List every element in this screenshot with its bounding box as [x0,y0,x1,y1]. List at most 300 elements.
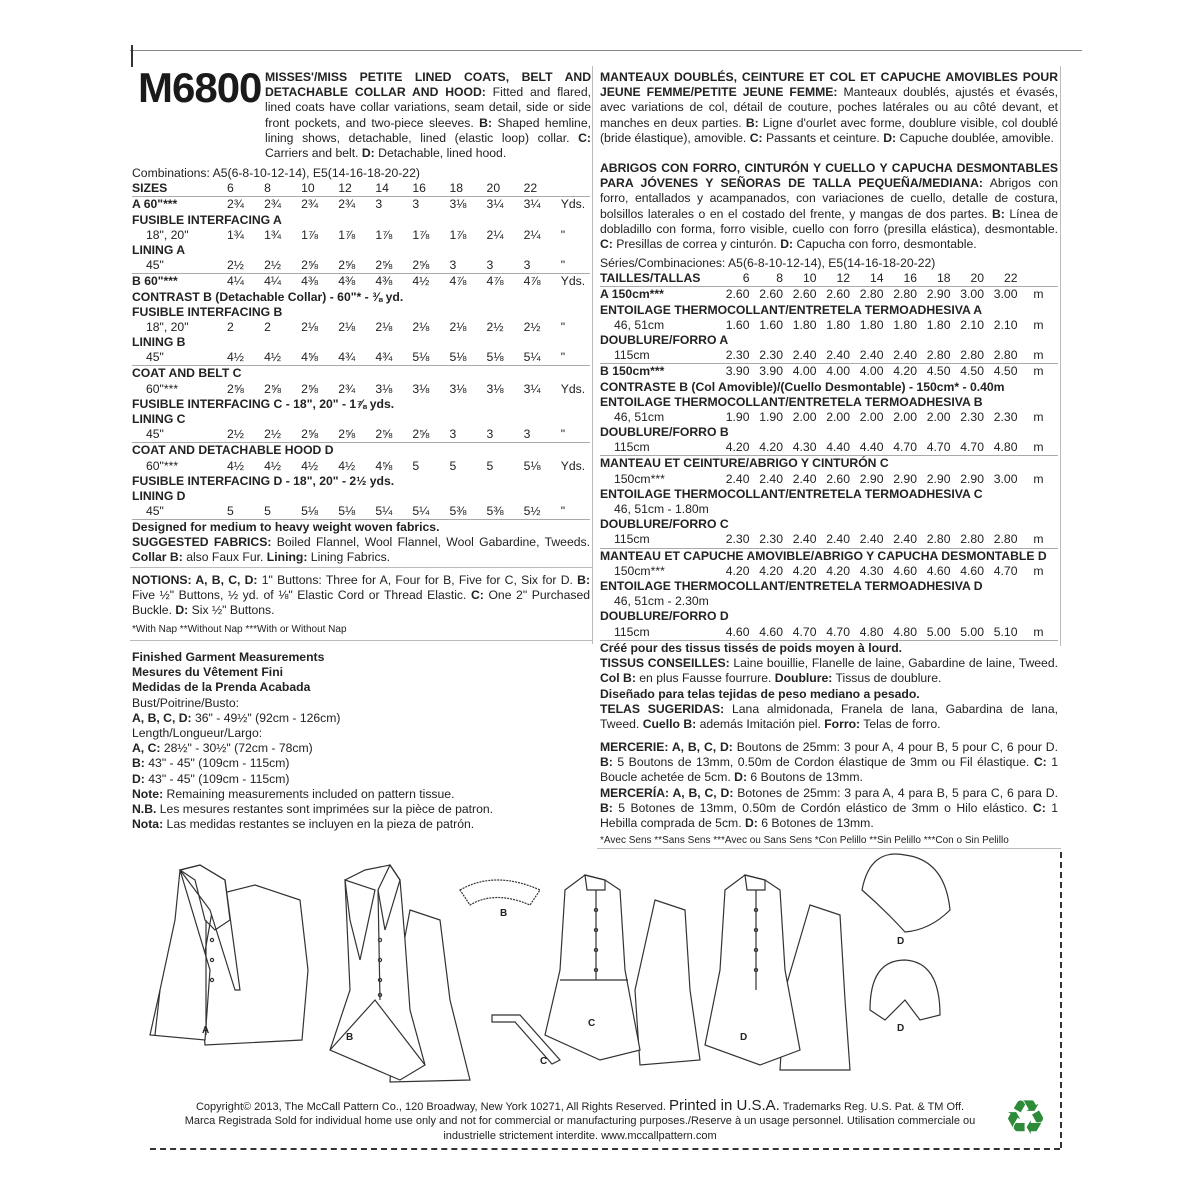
printed-in: Printed in U.S.A. [668,1097,780,1114]
size-value: 2.80 [859,287,884,302]
yardage-row [132,320,590,335]
label: N.B. [132,802,157,817]
size-value: 2.90 [926,471,951,486]
size-value: 2⅝ [338,427,356,442]
unit: m [1033,364,1044,379]
size-value: 8 [776,271,783,286]
size-value: 2.90 [859,471,884,486]
size-value: 5⅛ [412,350,430,365]
size-value: 2.90 [926,287,951,302]
label: B: [479,115,493,130]
size-value: 2.30 [725,532,750,547]
yardage-row [600,440,1058,455]
size-value: 4.70 [960,440,984,455]
size-value: 3⅛ [449,197,467,212]
label: Doublure: [774,671,833,686]
size-value: 2⅛ [338,319,356,334]
size-value: 10 [301,181,315,196]
size-value: 2⅝ [412,427,430,442]
size-value: 3 [449,427,457,442]
yardage-group [600,456,1058,548]
title-en: MISSES'/MISS PETITE LINED COATS, BELT AND DETACHABLE COLLAR AND HOOD: [265,70,591,100]
text: Six ½" Buttons. [191,603,275,618]
text: Length/Longueur/Largo: [132,726,263,741]
size-value: 2¾ [338,197,356,212]
row-label: LINING D [132,488,186,503]
size-value: 4¾ [375,350,393,365]
row-label: 115cm [614,624,650,639]
top-rule [130,50,1082,51]
copyright-line [150,1097,1010,1114]
size-value: 4.40 [859,440,884,455]
size-value: 2.30 [759,348,783,363]
size-value: 3.00 [960,287,984,302]
size-value: 1¾ [264,227,282,242]
section-heading-row [132,366,590,381]
size-value: 5.00 [926,624,951,639]
desc-en-text: Fitted and flared, lined coats have collar variations, seam detail, side or side front pockets, and two-piece sleeves. [265,85,591,130]
label: C: [1032,800,1046,815]
yardage-row [132,504,590,519]
unit: m [1033,317,1044,332]
size-value: 4½ [412,274,430,289]
trademarks: Trademarks Reg. U.S. Pat. & TM Off. [782,1101,965,1113]
yardage-row [132,228,590,243]
size-value: 4⅞ [523,274,541,289]
size-value: 4.70 [926,440,951,455]
size-value: 2.40 [792,348,817,363]
size-value: 1.80 [826,317,850,332]
size-value: 2.60 [725,287,750,302]
unit: " [560,427,566,442]
unit: " [560,227,566,242]
size-value: 3.90 [759,364,783,379]
right-column-border [1060,66,1061,646]
size-value: 2½ [227,427,244,442]
size-value: 20 [486,181,501,196]
unit: m [1033,471,1044,486]
cut-line-vertical [1060,852,1062,1148]
designed-for: Diseñado para telas tejidas de peso mediano a pesado. [600,686,920,701]
row-label: COAT AND BELT C [132,366,242,381]
size-value: 5⅛ [449,350,467,365]
size-value: 16 [412,181,426,196]
section-heading-row [600,579,1058,594]
row-label: A 60"*** [132,197,178,212]
size-value: 18 [449,181,464,196]
row-label: CONTRAST B (Detachable Collar) - 60"* - ⅜ yd. [132,289,404,304]
label: D: [175,603,189,618]
label: Nota: [132,817,164,832]
view-label-b: B [346,1032,354,1043]
size-value: 2.40 [859,348,884,363]
unit: m [1033,532,1044,547]
title-fr: MANTEAUX DOUBLÉS, CEINTURE ET COL ET CAPUCHE AMOVIBLES POUR JEUNE FEMME/PETITE JEUNE FEMME: [600,70,1058,100]
yardage-group [132,274,590,366]
divider [130,640,592,641]
size-value: 2¾ [264,197,282,212]
yardage-row [132,350,590,365]
size-value: 4.60 [759,624,783,639]
size-value: 5½ [523,504,541,519]
row-label: FUSIBLE INTERFACING B [132,304,283,319]
corner-mark [131,45,133,67]
section-heading-row [600,609,1058,624]
section-heading-row [132,443,590,458]
belt-label-c: C [540,1056,548,1067]
fabrics-fr-es [600,641,1058,732]
size-value: 2.30 [725,348,750,363]
size-value: 12 [338,181,352,196]
heading: Finished Garment Measurements [132,650,325,664]
label: Cuello B: [642,717,697,732]
value: 43" - 45" (109cm - 115cm) [148,771,290,786]
size-value: 3¼ [523,381,541,396]
size-value: 2 [227,319,234,334]
heading: Mesures du Vêtement Fini [132,665,284,680]
row-label: 150cm*** [614,471,665,486]
unit: m [1033,409,1044,424]
section-heading-row [132,290,590,305]
size-value: 1.80 [926,317,951,332]
row-label: MANTEAU ET CAPUCHE AMOVIBLE/ABRIGO Y CAPUCHA DESMONTABLE D [600,548,1047,563]
yardage-group [600,271,1058,287]
text: Línea de dobladillo con forma, forro visible, cuello con forro (presilla elástica), desmontable. [600,206,1058,236]
size-value: 2⅛ [449,319,467,334]
unit: Yds. [560,274,586,289]
label: D: [132,771,145,786]
size-value: 2.10 [960,317,984,332]
label: Forro: [824,717,861,732]
size-value: 2½ [486,319,504,334]
size-value: 2¾ [301,197,319,212]
text: Bust/Poitrine/Busto: [132,695,240,710]
row-label: 45" [146,504,164,519]
row-label: ENTOILAGE THERMOCOLLANT/ENTRETELA TERMOADHESIVA C [600,486,983,501]
size-value: 2⅛ [412,319,430,334]
description-en [265,70,591,161]
section-heading-row [600,303,1058,318]
text: Manteaux doublés, ajustés et évasés, avec variations de col, détail de couture, poches latérales ou au côté devant, et manches en deux parties. [600,85,1058,130]
text: además Imitación piel. [699,717,821,732]
size-value: 2⅛ [301,319,319,334]
size-value: 22 [1003,271,1018,286]
value: 36" - 49½" (92cm - 126cm) [194,710,341,725]
size-value: 2.40 [826,532,850,547]
size-value: 2.60 [792,287,817,302]
size-value: 4.20 [893,364,917,379]
yardage-row [600,287,1058,302]
label: MERCERÍA: A, B, C, D: [600,785,734,800]
section-heading-row [600,517,1058,532]
footnote: *Avec Sens **Sans Sens ***Avec ou Sans Sens *Con Pelillo **Sin Pelillo ***Con o Sin Pelillo [600,835,1009,847]
text: 1" Buttons: Three for A, Four for B, Five for C, Six for D. [261,573,573,587]
view-a-illustration [150,865,308,1045]
size-value: 2.00 [893,409,917,424]
text: Telas de forro. [863,717,941,732]
size-value: 1¾ [227,227,244,242]
text: One 2" Purchased Buckle. [132,588,591,618]
size-value: 6 [742,271,750,286]
size-value: 3 [523,427,531,442]
row-label: B 60"*** [132,274,178,289]
size-value: 2⅝ [301,258,319,273]
text: Lining Fabrics. [310,550,391,565]
size-value: 2.60 [826,287,850,302]
size-value: 4.70 [826,624,850,639]
size-value: 3⅛ [486,381,504,396]
size-value: 4.30 [859,563,884,578]
size-value: 4.70 [792,624,817,639]
text: Abrigos con forro, entallados y acampanados, con variaciones de cuello, detalle de costura, bolsillos laterales o en el costado del frente, y mangas de dos partes. [600,176,1059,221]
size-value: 2.10 [993,317,1018,332]
yardage-row [600,318,1058,333]
label: C: [749,130,763,145]
size-value: 2.80 [926,532,951,547]
row-label: ENTOILAGE THERMOCOLLANT/ENTRETELA TERMOADHESIVA B [600,394,983,409]
size-value: 2⅝ [412,258,430,273]
yardage-group [132,443,590,520]
size-value: 2¾ [227,197,244,212]
size-value: 4⅝ [375,458,393,473]
view-b-illustration [330,865,470,1082]
text: Shaped hemline, lining shows, detachable, lined (elastic loop) collar. [265,115,591,145]
label: D: [734,770,748,785]
size-value: 2.80 [993,348,1018,363]
text: Tissus de doublure. [835,671,942,686]
size-value: 5⅛ [301,504,319,519]
size-value: 4.70 [893,440,917,455]
value: 28½" - 30½" (72cm - 78cm) [163,741,313,756]
yardage-group [600,364,1058,456]
size-value: 5 [227,504,234,519]
unit: " [560,319,566,334]
title-es: ABRIGOS CON FORRO, CINTURÓN Y CUELLO Y CAPUCHA DESMONTABLES PARA JÓVENES Y SEÑORAS DE TALLA PEQUEÑA/MEDIANA: [600,161,1058,191]
size-value: 2⅝ [375,258,393,273]
text: Five ½" Buttons, ½ yd. of ⅛" Elastic Cord or Thread Elastic. [132,588,467,603]
yardage-group [132,366,590,443]
size-value: 3⅛ [375,381,393,396]
size-value: 4½ [227,350,244,365]
size-value: 5.10 [993,624,1018,639]
row-label: SIZES [132,181,168,196]
row-label: 115cm [614,440,650,455]
size-value: 4½ [264,458,282,473]
section-heading-row [600,380,1058,395]
row-label: 115cm [614,532,650,547]
unit: Yds. [560,381,586,396]
view-label-d: D [740,1032,748,1043]
size-value: 4½ [227,458,244,473]
size-value: 2.00 [859,409,884,424]
label: Collar B: [132,550,183,565]
size-value: 2.80 [960,532,984,547]
yardage-row [132,197,590,212]
size-value: 4.50 [926,364,951,379]
yardage-row [132,181,590,196]
label: B: [745,115,759,130]
row-label: DOUBLURE/FORRO D [600,609,729,624]
row-label: 45" [146,427,164,442]
unit: Yds. [560,197,586,212]
size-value: 2½ [264,258,282,273]
size-value: 4½ [338,458,356,473]
size-value: 10 [802,271,817,286]
section-heading-row [132,213,590,228]
yardage-group [600,287,1058,364]
section-heading-row [132,305,590,320]
view-label-c: C [588,1018,596,1029]
label: D: [744,816,758,831]
size-value: 1.80 [893,317,917,332]
yardage-row [600,410,1058,425]
row-label: 60"*** [146,381,179,396]
size-value: 2⅝ [375,427,393,442]
cut-line [150,1148,1060,1150]
label: C: [1033,755,1047,770]
size-value: 4.00 [792,364,817,379]
row-label: FUSIBLE INTERFACING C - 18", 20" - 1⅞ yds. [132,396,395,411]
text: Les mesures restantes sont imprimées sur la pièce de patron. [159,802,494,817]
size-value: 4.80 [859,624,884,639]
unit: " [560,258,566,273]
yardage-row [600,472,1058,487]
size-value: 4¾ [338,350,356,365]
section-heading-row [132,412,590,427]
divider [597,848,1061,849]
label: A, B, C, D: [132,710,192,725]
text: Laine bouillie, Flanelle de laine, Gabardine de laine, Tweed. [733,656,1058,671]
label: TISSUS CONSEILLES: [600,656,730,671]
yardage-rows [600,271,1058,641]
size-value: 1.80 [859,317,884,332]
row-label: 60"*** [146,458,179,473]
unit: Yds. [560,458,586,473]
size-value: 5⅛ [338,504,356,519]
size-value: 3 [412,197,420,212]
section-heading-row [132,489,590,504]
size-value: 4¼ [227,274,244,289]
size-value: 2.30 [993,409,1018,424]
label: Note: [132,786,164,801]
size-value: 4.50 [960,364,984,379]
label: C: [471,588,484,603]
size-value: 2⅝ [264,381,282,396]
yardage-row [132,258,590,273]
size-value: 2.90 [960,471,984,486]
column-divider [592,66,593,644]
view-d-illustration [705,875,850,1070]
row-label: A 150cm*** [600,287,664,302]
section-heading-row [600,487,1058,502]
size-value: 4.00 [859,364,884,379]
notions-fr-es [600,740,1058,848]
size-value: 4⅜ [375,274,393,289]
unit: m [1033,624,1044,639]
size-value: 3 [523,258,531,273]
size-value: 3 [375,197,383,212]
size-value: 3⅛ [449,381,467,396]
size-value: 22 [523,181,538,196]
size-value: 1⅞ [412,227,430,242]
size-value: 1⅞ [338,227,356,242]
description-fr [600,70,1058,146]
size-value: 5⅛ [486,350,504,365]
row-label: ENTOILAGE THERMOCOLLANT/ENTRETELA TERMOADHESIVA A [600,302,983,317]
size-value: 5 [412,458,420,473]
label: NOTIONS: A, B, C, D: [132,573,258,587]
row-label: 18", 20" [146,227,189,242]
size-value: 2⅛ [375,319,393,334]
combinations: Combinations: A5(6-8-10-12-14), E5(14-16-18-20-22) [132,166,420,180]
size-value: 4⅜ [338,274,356,289]
unit: " [560,504,566,519]
size-value: 2.40 [759,471,783,486]
notions-en [132,573,590,637]
text: Las medidas restantes se incluyen en la pieza de patrón. [166,817,475,832]
size-value: 4.80 [893,624,917,639]
designed-for: Créé pour des tissus tissés de poids moyen à lourd. [600,641,903,655]
label: Lining: [266,550,308,565]
text: Capuche doublée, amovible. [899,130,1054,145]
text: 6 Botones de 13mm. [761,816,874,831]
row-label: 46, 51cm [614,409,665,424]
size-value: 5 [264,504,271,519]
size-value: 4½ [301,458,319,473]
size-value: 5 [449,458,457,473]
size-value: 4¼ [264,274,282,289]
yardage-group [132,197,590,274]
text: also Faux Fur. [186,550,264,565]
size-value: 2.80 [926,348,951,363]
row-label: 46, 51cm [614,317,665,332]
section-heading-row [132,474,590,489]
row-label: 45" [146,350,164,365]
section-heading-row [132,243,590,258]
copyright: Copyright© 2013, The McCall Pattern Co., 120 Broadway, New York 10271, All Rights Reserved. [195,1101,666,1113]
section-heading-row [600,395,1058,410]
label: TELAS SUGERIDAS: [600,701,725,716]
section-heading-row [600,333,1058,348]
unit: m [1033,348,1044,363]
size-value: 2.40 [893,348,917,363]
size-value: 3.00 [993,287,1018,302]
size-value: 3.90 [725,364,750,379]
size-value: 2.40 [725,471,750,486]
size-value: 3 [486,427,494,442]
section-heading-row [600,549,1058,564]
text: Ligne d'ourlet avec forme, doublure visible, col doublé (bride élastique), amovible. [600,115,1059,145]
row-label: DOUBLURE/FORRO B [600,425,729,440]
text: 1 Hebilla comprada de 5cm. [600,800,1058,831]
yardage-rows [132,181,590,520]
section-heading-row [600,425,1058,440]
size-value: 4.20 [725,440,750,455]
size-value: 2.00 [792,409,817,424]
size-value: 4.50 [993,364,1018,379]
view-c-illustration [545,875,700,1065]
label: D: [361,146,375,161]
size-value: 14 [375,181,389,196]
size-value: 4.20 [792,563,817,578]
size-value: 5¼ [412,504,430,519]
size-value: 14 [869,271,884,286]
size-value: 2.40 [859,532,884,547]
row-label: 18", 20" [146,319,189,334]
size-value: 5 [486,458,494,473]
size-value: 2½ [264,427,282,442]
unit [1018,271,1044,286]
